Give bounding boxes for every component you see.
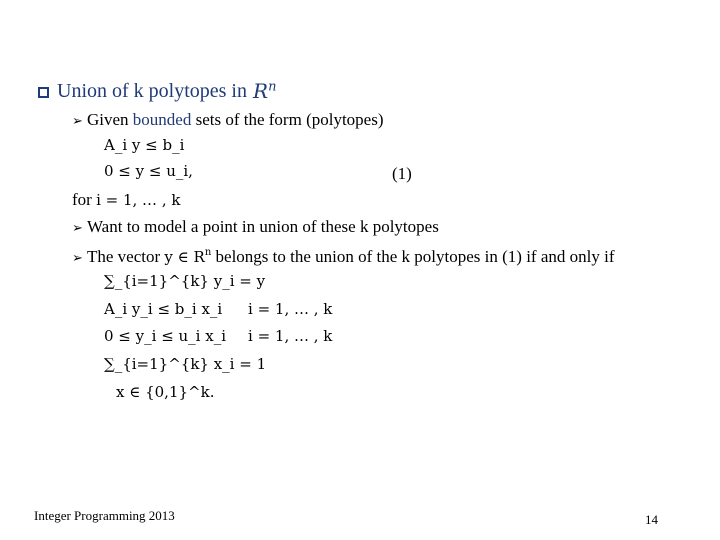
constraint-ay-bx: A_i y_i ≤ b_i x_i (104, 300, 223, 318)
equation-1b: 0 ≤ y ≤ u_i, (104, 162, 193, 180)
constraint-x-binary: x ∈ {0,1}^k. (116, 383, 215, 401)
arrowhead-bullet-icon: ➢ (72, 250, 83, 265)
constraint-sum-x: ∑_{i=1}^{k} x_i = 1 (104, 355, 267, 373)
bullet-vector: ➢ The vector y ∈ $R^n$ belongs to the union of the k polytopes in (1) if and only if (72, 243, 615, 269)
bullet-want: ➢ Want to model a point in union of these k polytopes (72, 216, 439, 239)
constraint-y-ux: 0 ≤ y_i ≤ u_i x_i (104, 327, 227, 345)
footer-course: Integer Programming 2013 (34, 508, 175, 523)
given-rest: sets of the form (polytopes) (191, 110, 384, 129)
bullet-given (72, 109, 384, 132)
given-prefix: Given (87, 110, 133, 129)
arrowhead-bullet-icon: ➢ (72, 220, 83, 235)
constraint-sum-y: ∑_{i=1}^{k} y_i = y (104, 272, 266, 290)
page-number: 14 (645, 512, 658, 527)
slide-title (38, 77, 276, 105)
title-math: $R^n$ (253, 79, 277, 103)
for-line: for i = 1, … , k (72, 190, 181, 209)
title-text: Union of k polytopes in (57, 79, 247, 102)
bounded-word: bounded (132, 110, 192, 129)
hollow-square-bullet-icon (38, 87, 49, 98)
equation-label: (1) (392, 164, 412, 183)
constraint-y-ux-range: i = 1, … , k (248, 327, 333, 345)
equation-1a: A_i y ≤ b_i (104, 136, 185, 154)
arrowhead-bullet-icon: ➢ (72, 113, 83, 128)
constraint-ay-bx-range: i = 1, … , k (248, 300, 333, 318)
